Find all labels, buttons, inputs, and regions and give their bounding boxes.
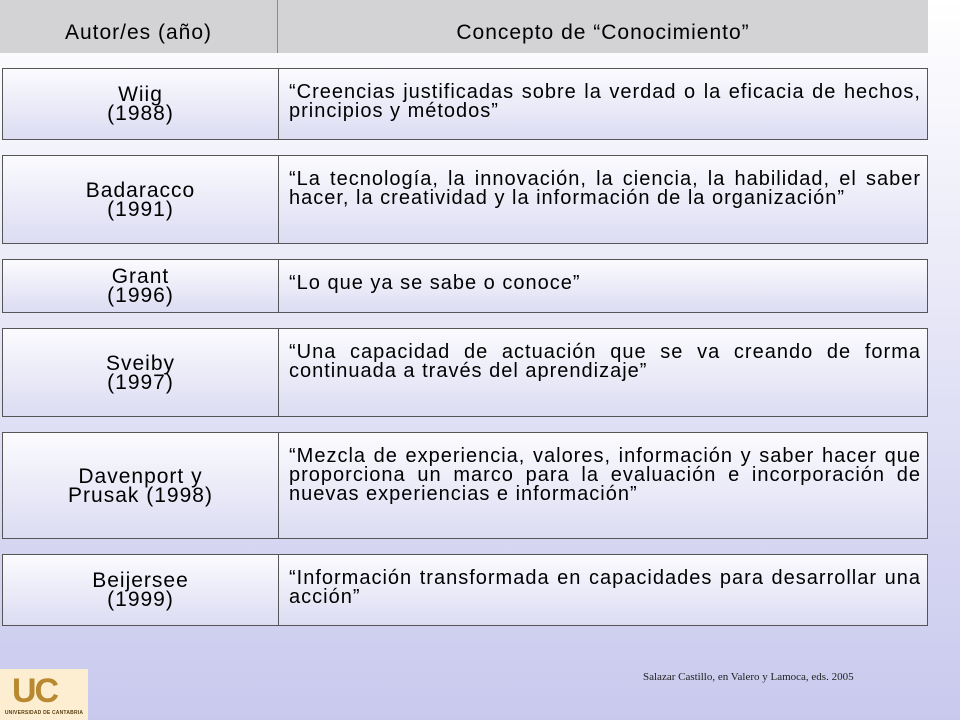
- row-author-line: Prusak (1998): [68, 483, 213, 507]
- row-author-line: Badaracco: [85, 178, 196, 202]
- uc-logo-mark: UC: [12, 672, 58, 710]
- row-author-line: Davenport y: [78, 464, 203, 488]
- table-row: [2, 68, 928, 140]
- row-author-line: Wiig: [118, 83, 163, 106]
- row-author-line: (1999): [107, 588, 174, 611]
- row-author: [3, 555, 279, 625]
- header-author: Autor/es (año): [0, 0, 278, 53]
- row-author: [3, 329, 279, 416]
- header-concept: Concepto de “Conocimiento”: [456, 21, 750, 44]
- row-author: [3, 433, 279, 538]
- source-citation: Salazar Castillo, en Valero y Lamoca, eds. 2005: [643, 671, 854, 683]
- table-header: [0, 0, 928, 53]
- row-concept: “Una capacidad de actuación que se va creando de forma continuada a través del aprendizaje”: [289, 341, 921, 382]
- row-author-line: Sveiby: [105, 351, 176, 375]
- table-row: [2, 432, 928, 539]
- row-author: [3, 156, 279, 243]
- row-concept: “Mezcla de experiencia, valores, información y saber hacer que proporciona un marco para la evaluación e incorporación de nuevas experiencias e información”: [289, 445, 921, 505]
- row-concept: “Creencias justificadas sobre la verdad o la eficacia de hechos, principios y métodos”: [289, 81, 921, 122]
- row-author-line: (1997): [107, 370, 174, 394]
- university-logo: [0, 669, 88, 720]
- row-author-line: Beijersee: [92, 569, 189, 592]
- row-author-line: (1991): [107, 197, 174, 221]
- row-concept: “Lo que ya se sabe o conoce”: [289, 272, 581, 294]
- table-row: [2, 259, 928, 313]
- row-concept: “Información transformada en capacidades para desarrollar una acción”: [289, 567, 921, 608]
- table-row: [2, 554, 928, 626]
- row-author: [3, 69, 279, 139]
- row-author-line: (1996): [107, 284, 174, 307]
- table-row: [2, 328, 928, 417]
- row-concept: “La tecnología, la innovación, la ciencia, la habilidad, el saber hacer, la creatividad y la información de la organización”: [289, 168, 921, 209]
- row-author-line: Grant: [111, 265, 170, 288]
- row-author: [3, 260, 279, 312]
- uc-logo-subtitle: UNIVERSIDAD DE CANTABRIA: [4, 710, 84, 716]
- row-author-line: (1988): [107, 102, 174, 125]
- table-row: [2, 155, 928, 244]
